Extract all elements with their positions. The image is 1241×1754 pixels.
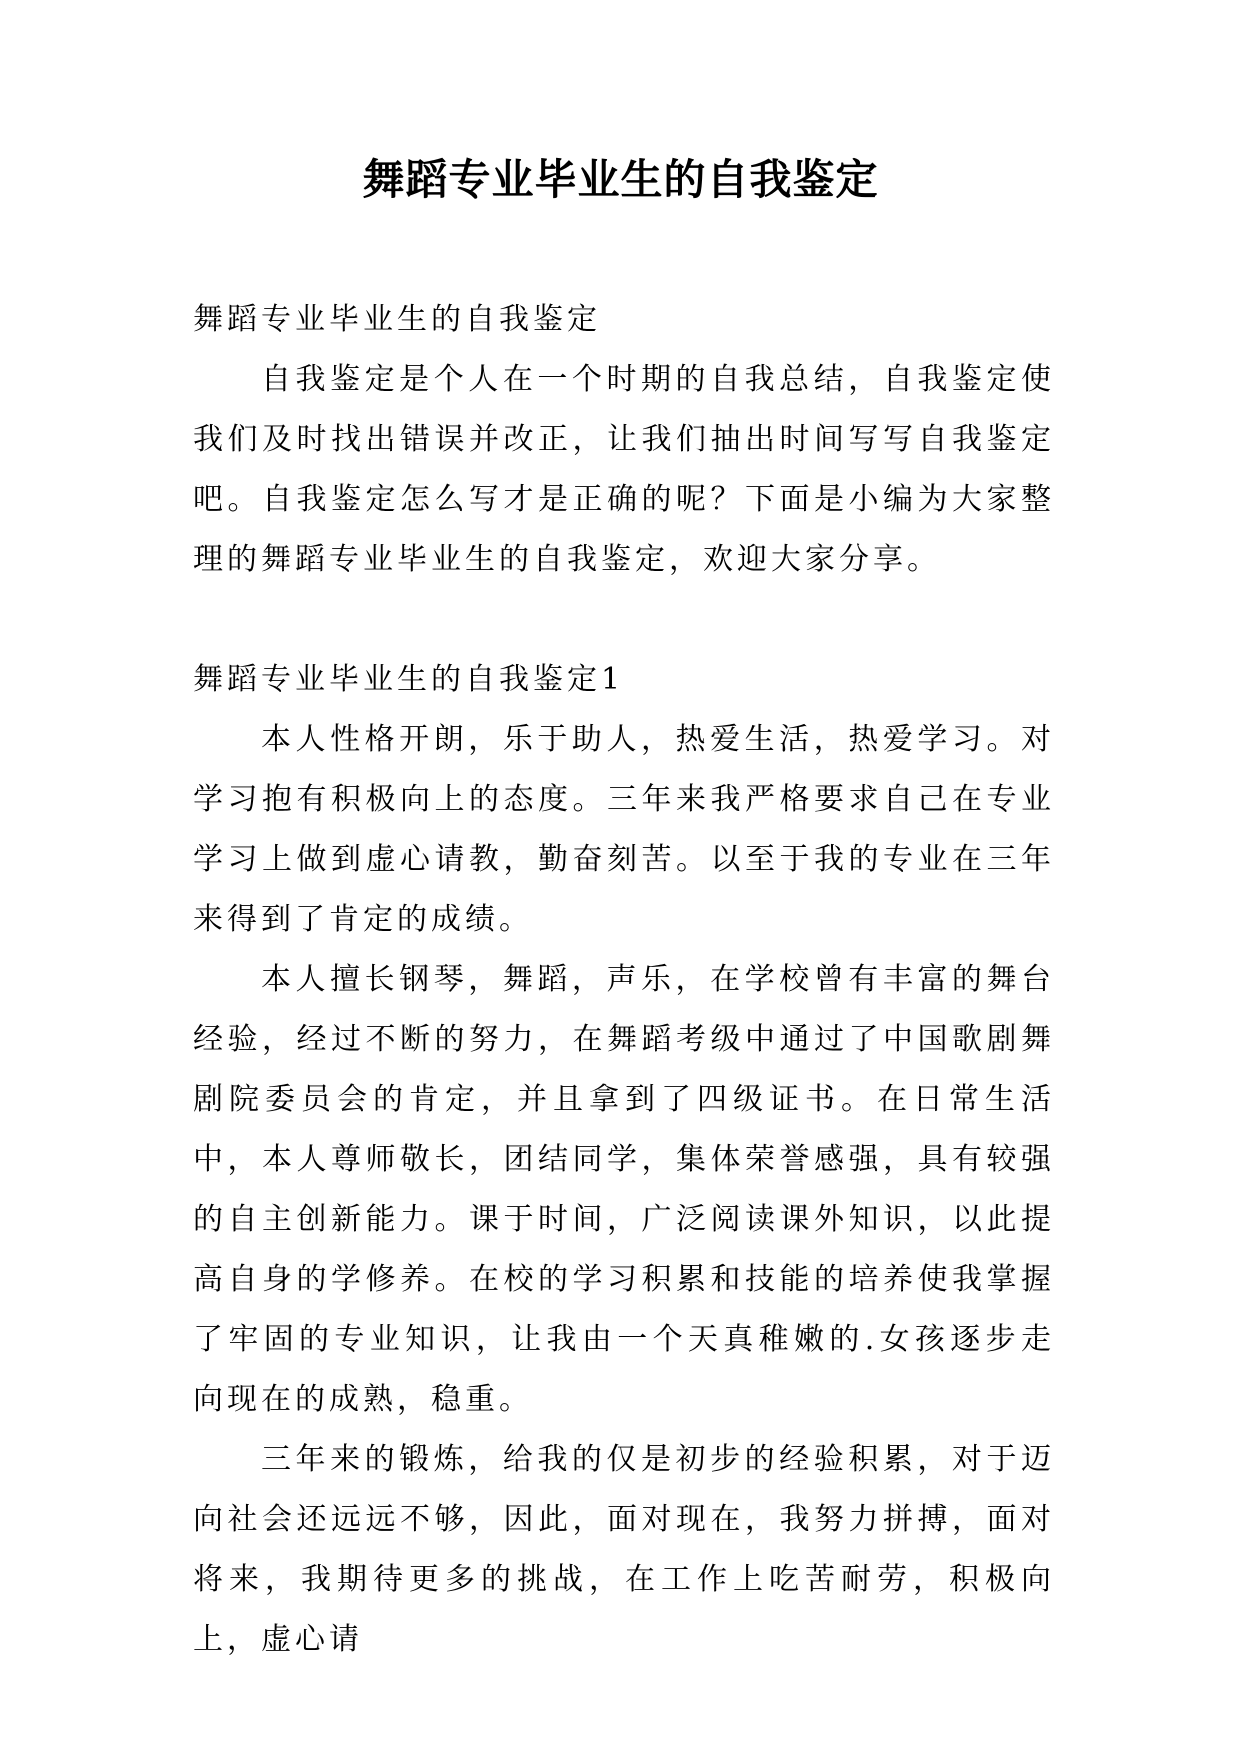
document-title: 舞蹈专业毕业生的自我鉴定 — [362, 155, 879, 204]
document-body — [193, 290, 1055, 1670]
section-heading: 舞蹈专业毕业生的自我鉴定1 — [193, 662, 625, 697]
section-spacer — [193, 590, 1055, 650]
body-paragraph: 本人擅长钢琴，舞蹈，声乐，在学校曾有丰富的舞台经验，经过不断的努力，在舞蹈考级中通过了中国歌剧舞剧院委员会的肯定，并且拿到了四级证书。在日常生活中，本人尊师敬长，团结同学，集体荣誉感强，具有较强的自主创新能力。课于时间，广泛阅读课外知识，以此提高自身的学修养。在校的学习积累和技能的培养使我掌握了牢固的专业知识，让我由一个天真稚嫩的.女孩逐步走向现在的成熟，稳重。 — [193, 962, 1055, 1417]
body-paragraph: 本人性格开朗，乐于助人，热爱生活，热爱学习。对学习抱有积极向上的态度。三年来我严格要求自己在专业学习上做到虚心请教，勤奋刻苦。以至于我的专业在三年来得到了肯定的成绩。 — [193, 722, 1055, 937]
body-paragraph: 三年来的锻炼，给我的仅是初步的经验积累，对于迈向社会还远远不够，因此，面对现在，我努力拼搏，面对将来，我期待更多的挑战，在工作上吃苦耐劳，积极向上，虚心请 — [193, 1442, 1055, 1657]
intro-heading: 舞蹈专业毕业生的自我鉴定 — [193, 302, 601, 337]
intro-paragraph: 自我鉴定是个人在一个时期的自我总结，自我鉴定使我们及时找出错误并改正，让我们抽出时间写写自我鉴定吧。自我鉴定怎么写才是正确的呢？下面是小编为大家整理的舞蹈专业毕业生的自我鉴定，欢迎大家分享。 — [193, 362, 1055, 577]
